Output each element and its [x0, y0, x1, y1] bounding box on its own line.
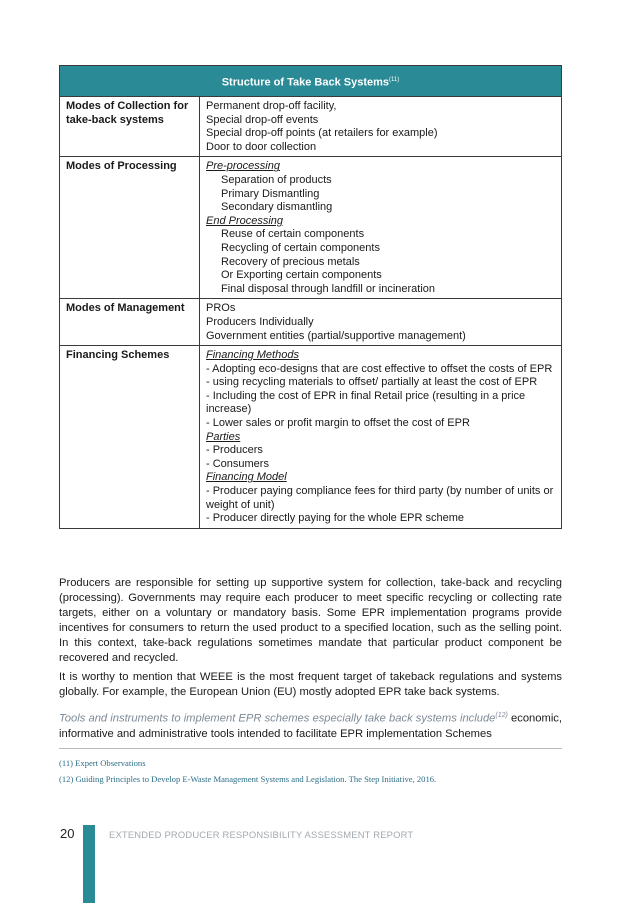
row-line: Pre-processing [206, 160, 280, 173]
row-line: Reuse of certain components [221, 228, 365, 241]
paragraph-3-italic: Tools and instruments to implement EPR schemes especially take back systems include [59, 712, 496, 725]
row-line: Permanent drop-off facility, [206, 100, 337, 112]
row-line: Special drop-off points (at retailers for example) [206, 127, 438, 140]
row-content [200, 346, 562, 529]
table-title-ref: (11) [389, 77, 400, 83]
row-line: - Producers [206, 444, 263, 457]
footnote-12: (12) Guiding Principles to Develop E-Waste Management Systems and Legislation. The Step Initiative, 2016. [59, 774, 437, 784]
row-line: - Lower sales or profit margin to offset the cost of EPR [206, 417, 470, 430]
row-line: Financing Methods [206, 349, 299, 362]
row-label: Modes of Management [60, 299, 200, 346]
row-line: Primary Dismantling [221, 187, 320, 200]
table-row [60, 157, 562, 299]
footnote-divider [59, 748, 562, 749]
row-line: - Including the cost of EPR in final Retail price (resulting in a price increase) [206, 389, 526, 416]
row-content [200, 97, 562, 157]
row-line: End Processing [206, 214, 284, 227]
table-title [60, 66, 562, 97]
running-title: EXTENDED PRODUCER RESPONSIBILITY ASSESSMENT REPORT [109, 829, 414, 840]
row-line: PROs [206, 302, 236, 315]
row-line: Financing Model [206, 471, 287, 484]
row-line: Government entities (partial/supportive management) [206, 329, 466, 342]
body-paragraph-1: Producers are responsible for setting up supportive system for collection, take-back and recycling (processing). Governments may require each producer to meet specific recycling or collecting rate targets, either on a voluntary or mandatory basis. Some EPR implementation programs provide incentives for consumers to return the used product to a specified location, such as the selling point. In this context, take-back regulations sometimes mandate that particular product component be recovered and recycled. [59, 577, 562, 664]
row-line: - Consumers [206, 457, 269, 470]
table-body [60, 97, 562, 529]
row-line: - using recycling materials to offset/ partially at least the cost of EPR [206, 376, 538, 389]
paragraph-3-rest: economic, informative and administrative tools intended to facilitate EPR implementation Schemes [59, 712, 563, 740]
footer-accent-bar [83, 825, 95, 903]
paragraph-3-ref: (12) [495, 712, 508, 719]
row-line: Final disposal through landfill or incineration [221, 282, 436, 295]
row-line: Secondary dismantling [221, 201, 333, 214]
body-paragraph-3 [59, 708, 562, 742]
row-line: Parties [206, 430, 241, 443]
page-number: 20 [60, 826, 75, 841]
row-line: - Producer directly paying for the whole EPR scheme [206, 512, 465, 525]
table-row [60, 299, 562, 346]
row-content [200, 299, 562, 346]
table-title-text: Structure of Take Back Systems [221, 76, 390, 89]
body-paragraph-2: It is worthy to mention that WEEE is the most frequent target of takeback regulations and systems globally. For example, the European Union (EU) mostly adopted EPR take back systems. [59, 671, 562, 698]
table-row [60, 346, 562, 529]
row-line: Separation of products [221, 173, 332, 186]
row-line: - Adopting eco-designs that are cost effective to offset the costs of EPR [206, 362, 553, 375]
row-line: Special drop-off events [206, 113, 319, 126]
row-line: - Producer paying compliance fees for third party (by number of units or weight of unit) [206, 485, 554, 511]
row-label: Modes of Collection for take-back systems [60, 97, 200, 157]
table-row [60, 97, 562, 157]
row-line: Recycling of certain components [221, 241, 380, 254]
footnote-11: (11) Expert Observations [59, 758, 146, 768]
row-line: Door to door collection [206, 140, 317, 153]
row-label: Financing Schemes [60, 346, 200, 529]
row-label: Modes of Processing [60, 157, 200, 299]
take-back-systems-table [59, 65, 562, 529]
row-line: Recovery of precious metals [221, 255, 360, 268]
row-line: Producers Individually [206, 315, 314, 328]
row-content [200, 157, 562, 299]
row-line: Or Exporting certain components [221, 269, 382, 282]
